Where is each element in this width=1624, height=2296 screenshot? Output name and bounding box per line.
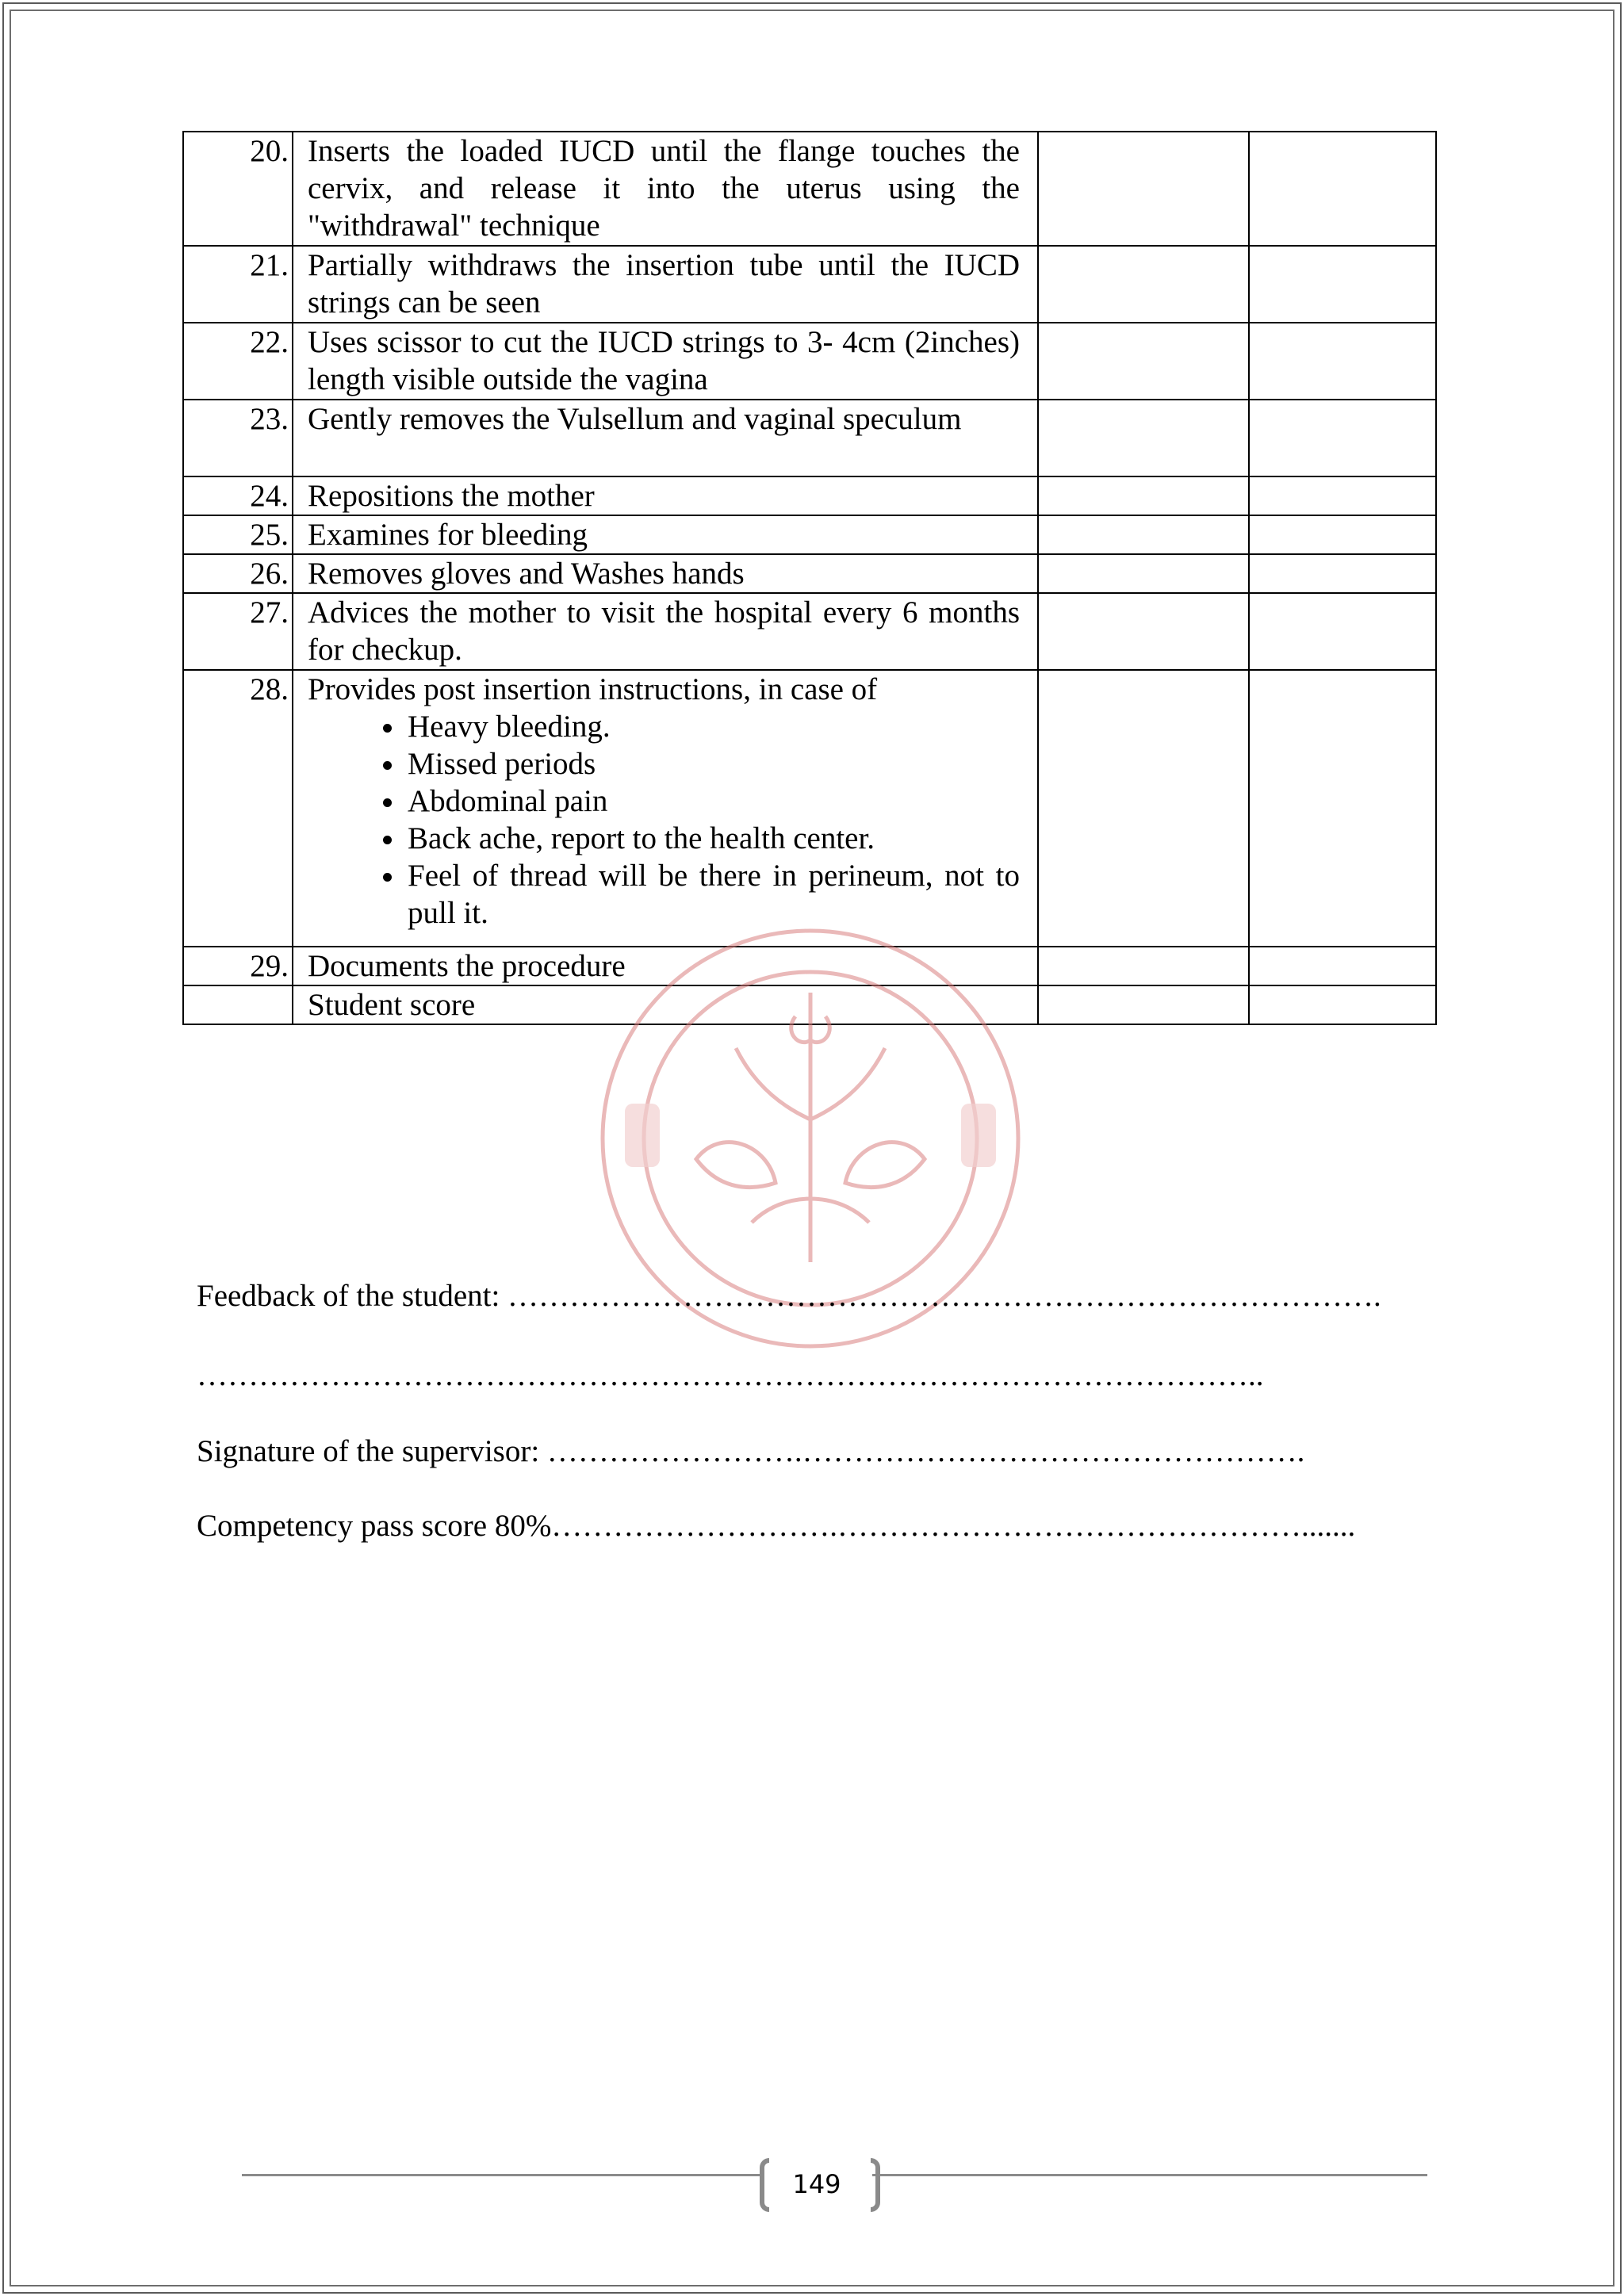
row-description: Uses scissor to cut the IUCD strings to 3- 4cm (2inches) length visible outside the vagina [293,323,1038,400]
table-row [183,323,1436,400]
row-number: 29. [183,947,293,985]
row-description: Removes gloves and Washes hands [293,554,1038,593]
row-description: Partially withdraws the insertion tube until the IUCD strings can be seen [293,246,1038,323]
row-number: 25. [183,515,293,554]
list-item: • Heavy bleeding. [406,708,1020,745]
row-number: 22. [183,323,293,400]
score-cell[interactable] [1038,132,1249,246]
remarks-cell[interactable] [1249,476,1436,515]
competency-pass-score-line: Competency pass score 80%……………………….………………………………………....... [197,1509,1356,1543]
remarks-cell[interactable] [1249,554,1436,593]
remarks-cell[interactable] [1249,947,1436,985]
instruction-list [308,708,1020,932]
student-score-label: Student score [293,985,1038,1024]
table-row [183,132,1436,246]
table-row [183,670,1436,947]
empty-cell [183,985,293,1024]
remarks-cell[interactable] [1249,515,1436,554]
score-cell[interactable] [1038,323,1249,400]
score-cell[interactable] [1038,515,1249,554]
feedback-line[interactable]: Feedback of the student: …………………………………………………………………………. [197,1279,1381,1313]
student-score-row [183,985,1436,1024]
row-description: Examines for bleeding [293,515,1038,554]
table-row [183,593,1436,670]
score-cell[interactable] [1038,476,1249,515]
row-number: 23. [183,400,293,476]
remarks-cell[interactable] [1249,246,1436,323]
table-row [183,947,1436,985]
table-row [183,400,1436,476]
row-description-intro: Provides post insertion instructions, in case of [308,672,878,706]
list-item: • Feel of thread will be there in perineum, not to pull it. [406,857,1020,932]
row-description: Repositions the mother [293,476,1038,515]
remarks-cell[interactable] [1249,400,1436,476]
score-cell[interactable] [1038,400,1249,476]
row-number: 20. [183,132,293,246]
remarks-cell[interactable] [1249,670,1436,947]
footer-rule-left [242,2174,762,2176]
table-row [183,554,1436,593]
feedback-continuation-line[interactable]: ………………………………………………………………………………………….. [197,1358,1264,1392]
score-cell[interactable] [1038,554,1249,593]
supervisor-signature-line[interactable]: Signature of the supervisor: …………………….…………………………………………. [197,1434,1305,1468]
row-description [293,670,1038,947]
remarks-cell[interactable] [1249,132,1436,246]
row-description: Advices the mother to visit the hospital every 6 months for checkup. [293,593,1038,670]
row-number: 21. [183,246,293,323]
row-description: Documents the procedure [293,947,1038,985]
row-number: 26. [183,554,293,593]
right-bracket-icon [871,2158,880,2212]
row-description: Inserts the loaded IUCD until the flange touches the cervix, and release it into the uterus using the "withdrawal" technique [293,132,1038,246]
table-row [183,246,1436,323]
page-number: 149 [792,2169,841,2199]
remarks-cell[interactable] [1249,593,1436,670]
row-description: Gently removes the Vulsellum and vaginal speculum [293,400,1038,476]
student-score-remarks-cell[interactable] [1249,985,1436,1024]
row-number: 28. [183,670,293,947]
score-cell[interactable] [1038,593,1249,670]
footer-rule-right [872,2174,1427,2176]
list-item: • Back ache, report to the health center. [406,820,1020,857]
score-cell[interactable] [1038,670,1249,947]
left-bracket-icon [760,2158,769,2212]
checklist-table [182,131,1437,1025]
score-cell[interactable] [1038,947,1249,985]
remarks-cell[interactable] [1249,323,1436,400]
table-row [183,515,1436,554]
score-cell[interactable] [1038,246,1249,323]
list-item: • Abdominal pain [406,783,1020,820]
table-row [183,476,1436,515]
row-number: 27. [183,593,293,670]
student-score-cell[interactable] [1038,985,1249,1024]
list-item: • Missed periods [406,745,1020,783]
row-number: 24. [183,476,293,515]
